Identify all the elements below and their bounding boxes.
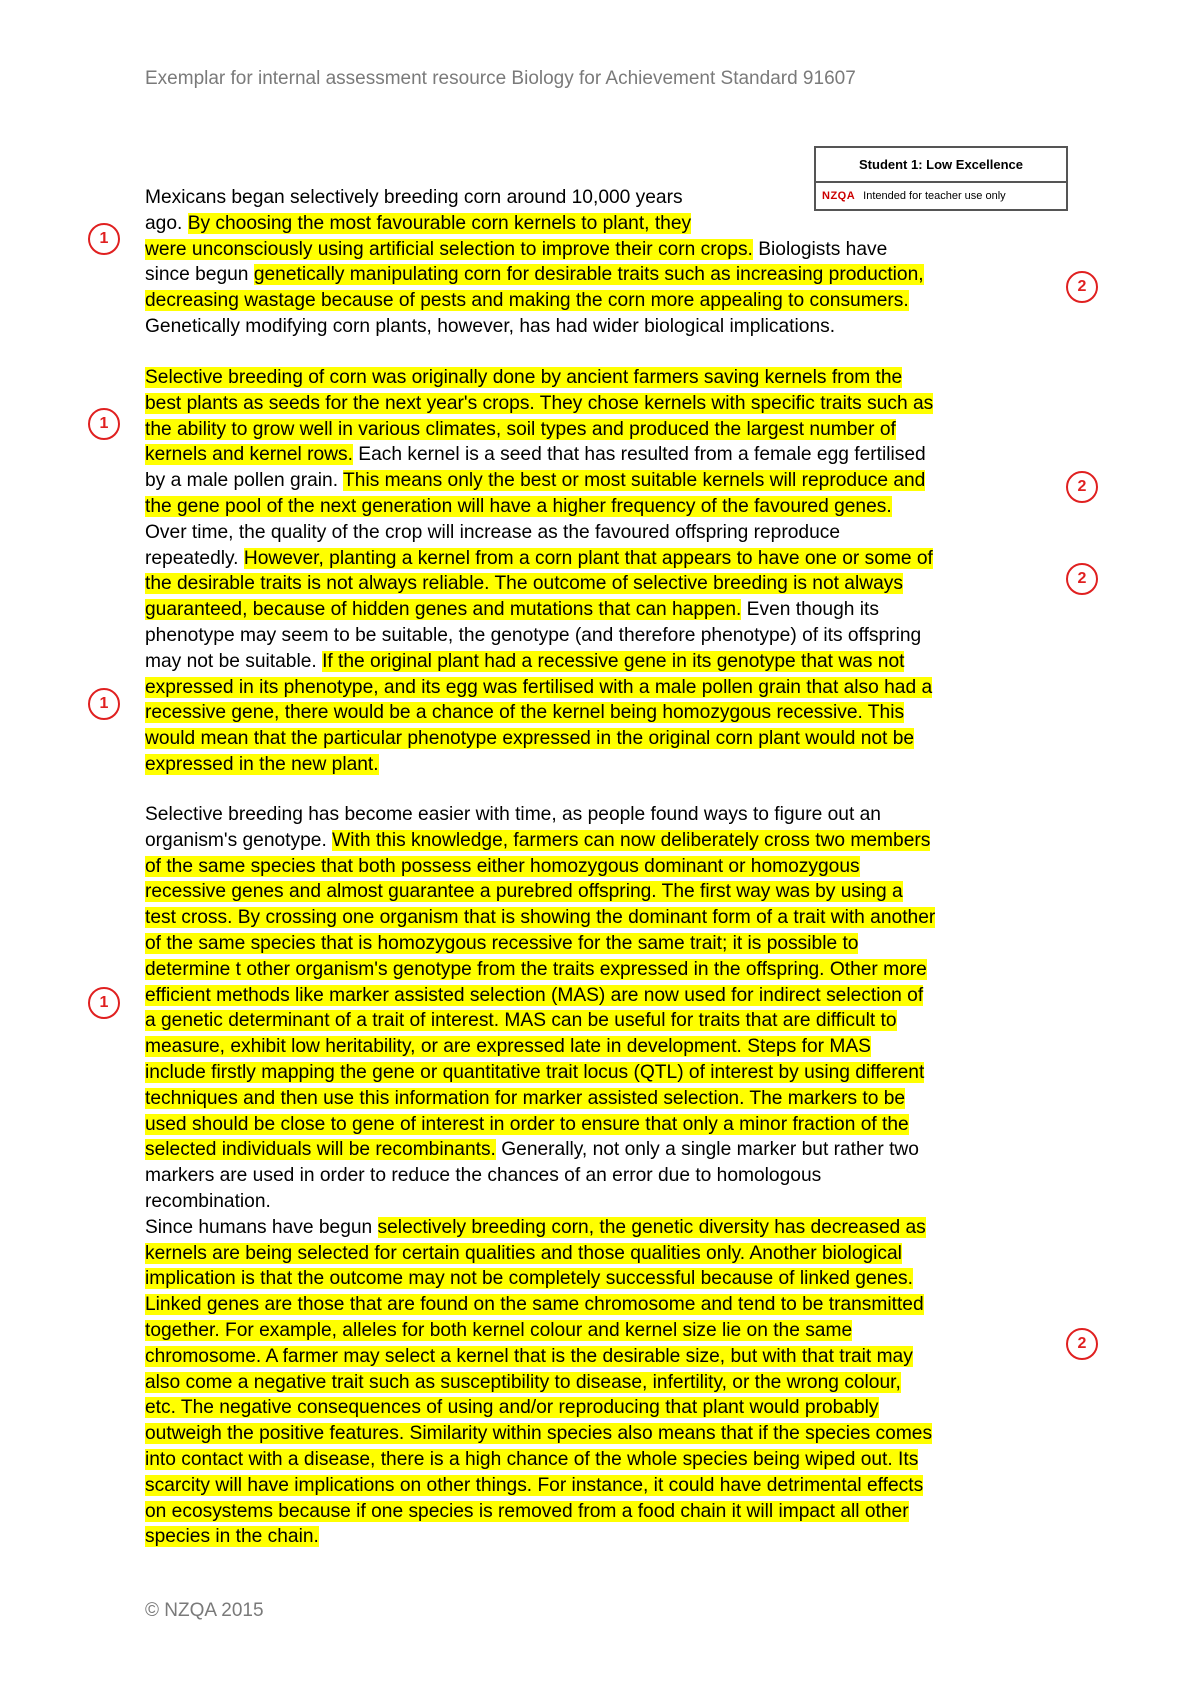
highlighted-text: on ecosystems because if one species is removed from a food chain it will impact all other <box>145 1500 909 1522</box>
text-line <box>145 1473 1075 1499</box>
text-line <box>145 905 1075 931</box>
highlighted-text: chromosome. A farmer may select a kernel that is the desirable size, but with that trait may <box>145 1345 913 1367</box>
text-line <box>145 288 1075 314</box>
paragraph-1 <box>145 185 1075 340</box>
highlighted-text: Linked genes are those that are found on the same chromosome and tend to be transmitted <box>145 1294 924 1316</box>
page-footer: © NZQA 2015 <box>145 1600 264 1621</box>
highlighted-text: etc. The negative consequences of using and/or reproducing that plant would probably <box>145 1397 879 1419</box>
highlighted-text: guaranteed, because of hidden genes and mutations that can happen. <box>145 599 742 621</box>
text-line <box>145 1524 1075 1550</box>
text-line <box>145 391 1075 417</box>
text-line <box>145 802 1075 828</box>
text-line <box>145 1241 1075 1267</box>
marker-icon: 2 <box>1066 1328 1098 1360</box>
text-line <box>145 1034 1075 1060</box>
text-line <box>145 1060 1075 1086</box>
text-line <box>145 571 1075 597</box>
highlighted-text: techniques and then use this information for marker assisted selection. The markers to be <box>145 1087 906 1109</box>
body-text: may not be suitable. <box>145 650 323 672</box>
text-line <box>145 1189 1075 1215</box>
text-line <box>145 520 1075 546</box>
marker-icon: 2 <box>1066 271 1098 303</box>
body-text: Generally, not only a single marker but rather two <box>495 1139 919 1161</box>
highlighted-text: kernels and kernel rows. <box>145 444 353 466</box>
highlighted-text: into contact with a disease, there is a high chance of the whole species being wiped out. Its <box>145 1448 919 1470</box>
highlighted-text: genetically manipulating corn for desirable traits such as increasing production, <box>253 264 924 286</box>
text-line <box>145 546 1075 572</box>
body-text: Biologists have <box>752 238 888 260</box>
highlighted-text: the ability to grow well in various climates, soil types and produced the largest number of <box>145 418 896 440</box>
highlighted-text: This means only the best or most suitable kernels will reproduce and <box>343 470 926 492</box>
text-line <box>145 442 1075 468</box>
highlighted-text: a genetic determinant of a trait of interest. MAS can be useful for traits that are difficult to <box>145 1010 897 1032</box>
text-line <box>145 1421 1075 1447</box>
student-grade-title: Student 1: Low Excellence <box>816 148 1066 183</box>
body-text: Even though its <box>741 599 879 621</box>
text-line <box>145 1266 1075 1292</box>
body-text: Over time, the quality of the crop will increase as the favoured offspring reproduce <box>145 521 841 543</box>
text-line <box>145 262 1075 288</box>
highlighted-text: implication is that the outcome may not be completely successful because of linked genes. <box>145 1268 913 1290</box>
text-line <box>145 1395 1075 1421</box>
marker-icon: 1 <box>88 987 120 1019</box>
teacher-note-text: Intended for teacher use only <box>863 190 1006 202</box>
text-line <box>145 854 1075 880</box>
highlighted-text: If the original plant had a recessive gene in its genotype that was not <box>322 650 905 672</box>
highlighted-text: test cross. By crossing one organism that is showing the dominant form of a trait with another <box>145 907 936 929</box>
text-line <box>145 1215 1075 1241</box>
text-line <box>145 700 1075 726</box>
body-text: phenotype may seem to be suitable, the genotype (and therefore phenotype) of its offspring <box>145 624 922 646</box>
text-line <box>145 649 1075 675</box>
highlighted-text: Selective breeding of corn was originally done by ancient farmers saving kernels from the <box>145 367 903 388</box>
marker-icon: 1 <box>88 408 120 440</box>
body-text: Selective breeding has become easier with time, as people found ways to figure out an <box>145 804 881 825</box>
text-line <box>145 931 1075 957</box>
text-line <box>145 623 1075 649</box>
highlighted-text: recessive genes and almost guarantee a purebred offspring. The first way was by using a <box>145 881 903 903</box>
highlighted-text: decreasing wastage because of pests and making the corn more appealing to consumers. <box>145 290 909 312</box>
highlighted-text: By choosing the most favourable corn kernels to plant, they <box>187 212 692 234</box>
highlighted-text: of the same species that both possess either homozygous dominant or homozygous <box>145 855 860 877</box>
body-text: Mexicans began selectively breeding corn around 10,000 years <box>145 187 683 208</box>
highlighted-text: include firstly mapping the gene or quantitative trait locus (QTL) of interest by using different <box>145 1061 925 1083</box>
highlighted-text: determine t other organism's genotype from the traits expressed in the offspring. Other more <box>145 958 927 980</box>
text-line <box>145 828 1075 854</box>
text-line <box>145 879 1075 905</box>
body-text: since begun <box>145 264 254 286</box>
text-line <box>145 983 1075 1009</box>
text-line <box>145 1370 1075 1396</box>
nzqa-brand: NZQA <box>822 190 856 202</box>
highlighted-text: also come a negative trait such as susceptibility to disease, infertility, or the wrong colour, <box>145 1371 901 1393</box>
text-line <box>145 237 1075 263</box>
body-text: markers are used in order to reduce the chances of an error due to homologous <box>145 1165 822 1187</box>
text-line <box>145 417 1075 443</box>
text-line <box>145 1499 1075 1525</box>
highlighted-text: efficient methods like marker assisted selection (MAS) are now used for indirect selection of <box>145 984 924 1006</box>
text-line <box>145 1112 1075 1138</box>
highlighted-text: used should be close to gene of interest in order to ensure that only a minor fraction of the <box>145 1113 909 1135</box>
marker-icon: 2 <box>1066 563 1098 595</box>
text-line <box>145 185 1075 211</box>
text-line <box>145 1008 1075 1034</box>
text-line <box>145 726 1075 752</box>
highlighted-text: the gene pool of the next generation will have a higher frequency of the favoured genes. <box>145 495 892 517</box>
body-text: Each kernel is a seed that has resulted from a female egg fertilised <box>352 444 926 466</box>
highlighted-text: species in the chain. <box>145 1526 319 1548</box>
body-text: repeatedly. <box>145 547 244 569</box>
highlighted-text: selected individuals will be recombinants. <box>145 1139 496 1161</box>
highlighted-text: were unconsciously using artificial selection to improve their corn crops. <box>145 238 753 260</box>
highlighted-text: outweigh the positive features. Similarity within species also means that if the species comes <box>145 1423 933 1445</box>
text-line <box>145 1086 1075 1112</box>
highlighted-text: selectively breeding corn, the genetic diversity has decreased as <box>377 1216 926 1238</box>
marker-icon: 1 <box>88 688 120 720</box>
highlighted-text: measure, exhibit low heritability, or are expressed late in development. Steps for MAS <box>145 1036 871 1058</box>
text-line <box>145 1292 1075 1318</box>
highlighted-text: scarcity will have implications on other things. For instance, it could have detrimental effects <box>145 1474 924 1496</box>
highlighted-text: kernels are being selected for certain qualities and those qualities only. Another biological <box>145 1242 902 1264</box>
text-line <box>145 752 1075 778</box>
paragraph-3 <box>145 802 1075 1550</box>
body-text: Genetically modifying corn plants, however, has had wider biological implications. <box>145 315 836 337</box>
text-line <box>145 494 1075 520</box>
text-line <box>145 314 1075 340</box>
highlighted-text: expressed in its phenotype, and its egg was fertilised with a male pollen grain that also had a <box>145 676 933 698</box>
highlighted-text: together. For example, alleles for both kernel colour and kernel size lie on the same <box>145 1319 853 1341</box>
highlighted-text: recessive gene, there would be a chance of the kernel being homozygous recessive. This <box>145 702 905 724</box>
body-text: organism's genotype. <box>145 829 333 851</box>
text-line <box>145 597 1075 623</box>
text-line <box>145 1318 1075 1344</box>
body-text: Since humans have begun <box>145 1216 378 1238</box>
text-line <box>145 468 1075 494</box>
body-text: recombination. <box>145 1190 271 1212</box>
text-line <box>145 365 1075 391</box>
text-line <box>145 957 1075 983</box>
text-line <box>145 1344 1075 1370</box>
page-header: Exemplar for internal assessment resource Biology for Achievement Standard 91607 <box>145 68 856 89</box>
highlighted-text: the desirable traits is not always reliable. The outcome of selective breeding is not always <box>145 573 903 595</box>
highlighted-text: would mean that the particular phenotype expressed in the original corn plant would not be <box>145 728 915 750</box>
highlighted-text: expressed in the new plant. <box>145 753 379 775</box>
highlighted-text: With this knowledge, farmers can now deliberately cross two members <box>332 829 931 851</box>
text-line <box>145 1137 1075 1163</box>
highlighted-text: of the same species that is homozygous recessive for the same trait; it is possible to <box>145 932 859 954</box>
body-text: ago. <box>145 212 188 234</box>
body-text: by a male pollen grain. <box>145 470 344 492</box>
paragraph-2 <box>145 365 1075 778</box>
marker-icon: 1 <box>88 223 120 255</box>
text-line <box>145 211 1075 237</box>
text-line <box>145 1447 1075 1473</box>
marker-icon: 2 <box>1066 471 1098 503</box>
highlighted-text: best plants as seeds for the next year's crops. They chose kernels with specific traits such as <box>145 392 934 414</box>
highlighted-text: However, planting a kernel from a corn plant that appears to have one or some of <box>243 547 933 569</box>
text-line <box>145 1163 1075 1189</box>
text-line <box>145 675 1075 701</box>
